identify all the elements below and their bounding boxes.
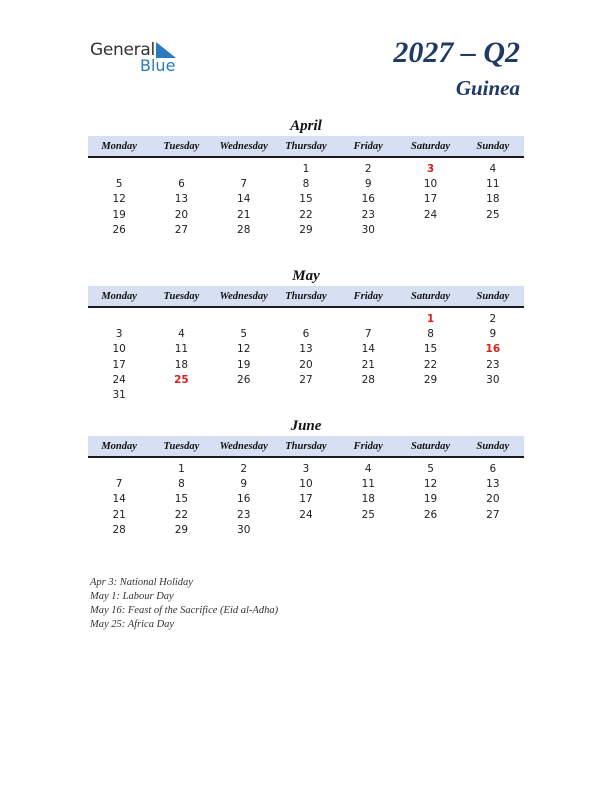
day-cell: 21	[112, 508, 126, 521]
day-cell: 11	[361, 477, 375, 490]
day-cell: 18	[486, 193, 500, 206]
weekday-label: Thursday	[285, 290, 327, 302]
weekday-label: Monday	[101, 140, 137, 152]
day-cell: 2	[489, 312, 497, 325]
weekday-label: Wednesday	[219, 290, 268, 302]
day-cell: 4	[364, 462, 372, 475]
day-cell: 27	[299, 373, 313, 386]
week-row	[88, 207, 524, 222]
day-cell: 28	[112, 523, 126, 536]
day-cell: 7	[115, 477, 123, 490]
holiday-notes	[90, 576, 278, 632]
holiday-note: May 1: Labour Day	[90, 591, 174, 602]
day-cell: 9	[240, 477, 248, 490]
day-cell: 17	[423, 193, 438, 206]
day-cell: 14	[361, 343, 375, 356]
week-row	[88, 476, 524, 491]
day-cell: 6	[302, 327, 310, 340]
day-cell: 10	[112, 343, 126, 356]
day-cell: 22	[423, 358, 438, 371]
day-cell: 10	[423, 177, 438, 190]
week-row	[88, 461, 524, 476]
week-row	[88, 161, 524, 176]
day-cell: 19	[423, 493, 438, 506]
day-cell: 12	[112, 193, 126, 206]
day-cell: 4	[489, 162, 497, 175]
holiday-note: May 25: Africa Day	[90, 619, 175, 630]
weekday-label: Friday	[353, 440, 383, 452]
day-cell: 26	[237, 373, 251, 386]
day-cell: 29	[423, 373, 438, 386]
week-row	[88, 192, 524, 207]
page-title: 2027 – Q2	[393, 36, 520, 69]
day-cell: 11	[486, 177, 500, 190]
day-cell: 19	[237, 358, 251, 371]
weekday-label: Saturday	[411, 140, 451, 152]
day-cell: 21	[361, 358, 375, 371]
weekday-label: Thursday	[285, 440, 327, 452]
weekday-label: Tuesday	[163, 290, 200, 302]
weekday-label: Sunday	[476, 140, 510, 152]
day-cell: 1	[426, 312, 435, 325]
week-row	[88, 372, 524, 387]
day-cell: 5	[240, 327, 248, 340]
day-cell: 9	[364, 177, 372, 190]
day-grid	[88, 461, 524, 537]
day-cell: 3	[302, 462, 310, 475]
day-cell: 15	[299, 193, 313, 206]
day-cell: 16	[485, 343, 501, 356]
day-cell: 27	[486, 508, 500, 521]
weekday-label: Tuesday	[163, 140, 200, 152]
day-cell: 14	[112, 493, 126, 506]
day-cell: 31	[112, 389, 126, 402]
holiday-note: May 16: Feast of the Sacrifice (Eid al-Adha)	[90, 605, 279, 616]
day-cell: 5	[427, 462, 434, 475]
day-cell: 2	[364, 162, 372, 175]
day-cell: 30	[486, 373, 500, 386]
weekday-header	[88, 136, 524, 158]
week-row	[88, 342, 524, 357]
day-cell: 1	[302, 162, 310, 175]
day-cell: 13	[174, 193, 189, 206]
weekday-label: Friday	[353, 140, 383, 152]
day-cell: 29	[299, 223, 313, 236]
day-cell: 26	[423, 508, 438, 521]
weekday-label: Sunday	[476, 290, 510, 302]
day-cell: 17	[112, 358, 126, 371]
day-cell: 18	[361, 493, 375, 506]
week-row	[88, 522, 524, 537]
day-cell: 15	[174, 493, 189, 506]
day-cell: 8	[427, 327, 434, 340]
day-cell: 23	[361, 208, 375, 221]
day-cell: 23	[486, 358, 500, 371]
weekday-label: Friday	[353, 290, 383, 302]
weekday-header	[88, 286, 524, 308]
day-cell: 28	[361, 373, 375, 386]
day-cell: 9	[489, 327, 497, 340]
day-cell: 19	[112, 208, 126, 221]
weekday-header	[88, 436, 524, 458]
weekday-label: Monday	[101, 440, 137, 452]
week-row	[88, 357, 524, 372]
month-title: June	[290, 418, 322, 434]
brand-logo	[90, 40, 200, 80]
week-row	[88, 222, 524, 237]
holiday-note: Apr 3: National Holiday	[90, 577, 193, 588]
day-cell: 13	[486, 477, 500, 490]
month-april	[88, 116, 524, 237]
week-row	[88, 311, 524, 326]
day-cell: 30	[361, 223, 375, 236]
day-grid	[88, 161, 524, 237]
week-row	[88, 507, 524, 522]
day-cell: 11	[174, 343, 189, 356]
month-title: April	[290, 118, 322, 134]
day-cell: 8	[302, 177, 310, 190]
day-cell: 18	[174, 358, 189, 371]
day-cell: 3	[426, 162, 435, 175]
day-cell: 20	[299, 358, 313, 371]
day-cell: 13	[299, 343, 313, 356]
day-cell: 26	[112, 223, 126, 236]
weekday-label: Monday	[101, 290, 137, 302]
week-row	[88, 387, 524, 402]
day-cell: 22	[299, 208, 313, 221]
day-cell: 12	[237, 343, 251, 356]
weekday-label: Wednesday	[219, 140, 268, 152]
week-row	[88, 176, 524, 191]
day-cell: 1	[178, 462, 185, 475]
day-cell: 21	[237, 208, 251, 221]
day-cell: 17	[299, 493, 313, 506]
day-cell: 20	[174, 208, 189, 221]
weekday-label: Thursday	[285, 140, 327, 152]
brand-word-blue: Blue	[140, 56, 176, 75]
day-cell: 7	[240, 177, 248, 190]
day-cell: 24	[112, 373, 126, 386]
weekday-label: Sunday	[476, 440, 510, 452]
day-cell: 30	[237, 523, 251, 536]
day-cell: 25	[486, 208, 500, 221]
brand-word-general: General	[90, 40, 155, 60]
day-cell: 15	[423, 343, 438, 356]
month-title: May	[292, 268, 320, 284]
day-cell: 10	[299, 477, 313, 490]
day-cell: 5	[115, 177, 123, 190]
weekday-label: Saturday	[411, 290, 451, 302]
day-cell: 25	[361, 508, 375, 521]
week-row	[88, 492, 524, 507]
day-cell: 6	[178, 177, 185, 190]
day-cell: 27	[174, 223, 189, 236]
day-cell: 28	[237, 223, 251, 236]
month-june	[88, 416, 524, 537]
day-cell: 29	[174, 523, 189, 536]
day-cell: 20	[486, 493, 500, 506]
day-cell: 14	[237, 193, 251, 206]
day-cell: 23	[237, 508, 251, 521]
weekday-label: Wednesday	[219, 440, 268, 452]
day-cell: 22	[174, 508, 189, 521]
month-may	[88, 266, 524, 403]
day-cell: 8	[178, 477, 185, 490]
day-grid	[88, 311, 524, 403]
day-cell: 6	[489, 462, 497, 475]
day-cell: 24	[423, 208, 438, 221]
weekday-label: Tuesday	[163, 440, 200, 452]
day-cell: 2	[240, 462, 248, 475]
day-cell: 4	[178, 327, 185, 340]
day-cell: 24	[299, 508, 313, 521]
weekday-label: Saturday	[411, 440, 451, 452]
day-cell: 16	[361, 193, 375, 206]
day-cell: 25	[174, 373, 189, 386]
day-cell: 12	[423, 477, 438, 490]
week-row	[88, 326, 524, 341]
day-cell: 3	[115, 327, 123, 340]
day-cell: 16	[237, 493, 251, 506]
country-name: Guinea	[455, 76, 520, 100]
day-cell: 7	[364, 327, 372, 340]
